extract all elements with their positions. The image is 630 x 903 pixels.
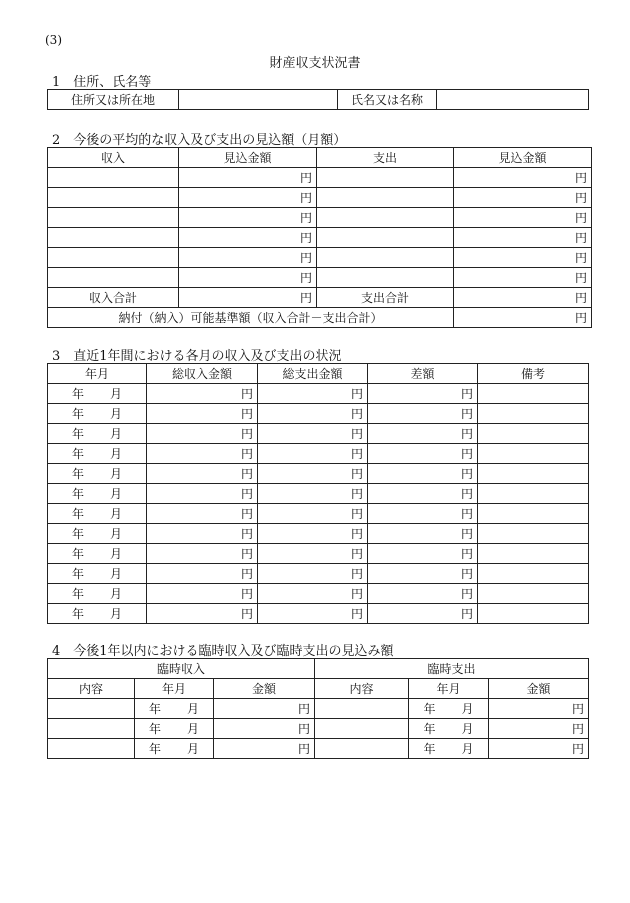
expense-year-month-field[interactable] (409, 699, 489, 719)
month-label: 月 (110, 446, 123, 461)
monthly-row (48, 444, 589, 464)
month-label: 月 (110, 566, 123, 581)
month-label: 月 (110, 486, 123, 501)
remarks-field[interactable] (478, 384, 589, 404)
total-expense-yen[interactable]: 円 (258, 564, 368, 584)
income-item-field[interactable] (48, 268, 179, 288)
year-month-field[interactable] (48, 384, 147, 404)
header-row (48, 364, 589, 384)
estimate-row (48, 188, 592, 208)
total-income-yen[interactable]: 円 (147, 424, 258, 444)
estimate-row (48, 268, 592, 288)
expense-content-field[interactable] (315, 699, 409, 719)
month-label: 月 (461, 741, 474, 756)
year-label: 年 (71, 466, 84, 481)
month-label: 月 (461, 701, 474, 716)
expense-item-field[interactable] (317, 268, 454, 288)
income-amount-yen[interactable]: 円 (179, 248, 317, 268)
expense-total-label: 支出合計 (317, 288, 454, 308)
year-label: 年 (148, 701, 161, 716)
income-amount-yen[interactable]: 円 (179, 188, 317, 208)
section1-title: 1 住所、氏名等 (52, 75, 152, 90)
estimate-row (48, 228, 592, 248)
month-label: 月 (461, 721, 474, 736)
total-income-yen[interactable]: 円 (147, 384, 258, 404)
expense-amount-yen[interactable]: 円 (454, 168, 592, 188)
difference-yen[interactable]: 円 (368, 564, 478, 584)
expense-amount-yen[interactable]: 円 (454, 268, 592, 288)
expense-amount-yen[interactable]: 円 (489, 719, 589, 739)
year-label: 年 (423, 741, 436, 756)
remarks-field[interactable] (478, 544, 589, 564)
total-expense-yen[interactable]: 円 (258, 484, 368, 504)
temporary-table (47, 658, 589, 759)
estimate-row (48, 168, 592, 188)
expense-content-field[interactable] (315, 739, 409, 759)
monthly-row (48, 544, 589, 564)
month-label: 月 (110, 426, 123, 441)
total-expense-yen[interactable]: 円 (258, 584, 368, 604)
income-year-month-field[interactable] (135, 699, 214, 719)
address-field[interactable] (179, 90, 338, 110)
expense-item-field[interactable] (317, 228, 454, 248)
total-expense-yen[interactable]: 円 (258, 424, 368, 444)
header-remarks: 備考 (478, 364, 589, 384)
name-field[interactable] (437, 90, 589, 110)
remarks-field[interactable] (478, 404, 589, 424)
month-label: 月 (110, 506, 123, 521)
header-income: 収入 (48, 148, 179, 168)
income-amount-yen[interactable]: 円 (179, 228, 317, 248)
monthly-row (48, 484, 589, 504)
total-income-yen[interactable]: 円 (147, 464, 258, 484)
month-label: 月 (110, 586, 123, 601)
monthly-row (48, 604, 589, 624)
year-label: 年 (71, 386, 84, 401)
income-total-yen[interactable]: 円 (179, 288, 317, 308)
year-label: 年 (71, 406, 84, 421)
temp-income-header: 臨時収入 (48, 659, 315, 679)
totals-row (48, 288, 592, 308)
total-income-yen[interactable]: 円 (147, 484, 258, 504)
year-month-field[interactable] (48, 484, 147, 504)
monthly-history-table (47, 363, 589, 624)
year-label: 年 (71, 486, 84, 501)
header-expense-amount: 見込金額 (454, 148, 592, 168)
temporary-row (48, 739, 589, 759)
year-label: 年 (71, 586, 84, 601)
income-item-field[interactable] (48, 168, 179, 188)
year-month-field[interactable] (48, 524, 147, 544)
year-month-field[interactable] (48, 464, 147, 484)
difference-yen[interactable]: 円 (368, 384, 478, 404)
total-expense-yen[interactable]: 円 (258, 444, 368, 464)
year-month-field[interactable] (48, 444, 147, 464)
year-month-field[interactable] (48, 504, 147, 524)
total-expense-yen[interactable]: 円 (258, 604, 368, 624)
difference-yen[interactable]: 円 (368, 424, 478, 444)
header-expense: 支出 (317, 148, 454, 168)
month-label: 月 (187, 721, 200, 736)
year-month-field[interactable] (48, 584, 147, 604)
income-content-field[interactable] (48, 739, 135, 759)
address-label: 住所又は所在地 (48, 90, 179, 110)
income-total-label: 収入合計 (48, 288, 179, 308)
sub-header-row (48, 679, 589, 699)
income-amount-yen[interactable]: 円 (214, 739, 315, 759)
monthly-estimate-table (47, 147, 592, 328)
year-label: 年 (71, 566, 84, 581)
income-amount-yen[interactable]: 円 (214, 699, 315, 719)
difference-yen[interactable]: 円 (368, 444, 478, 464)
year-label: 年 (423, 721, 436, 736)
remarks-field[interactable] (478, 464, 589, 484)
remarks-field[interactable] (478, 564, 589, 584)
temp-expense-header: 臨時支出 (315, 659, 589, 679)
monthly-row (48, 584, 589, 604)
total-expense-yen[interactable]: 円 (258, 524, 368, 544)
header-difference: 差額 (368, 364, 478, 384)
year-label: 年 (71, 446, 84, 461)
temporary-row (48, 699, 589, 719)
total-expense-yen[interactable]: 円 (258, 404, 368, 424)
estimate-row (48, 208, 592, 228)
expense-amount-yen[interactable]: 円 (454, 248, 592, 268)
income-year-month-field[interactable] (135, 719, 214, 739)
income-item-field[interactable] (48, 188, 179, 208)
header-total-income: 総収入金額 (147, 364, 258, 384)
header-year-month: 年月 (48, 364, 147, 384)
expense-amount-header: 金額 (489, 679, 589, 699)
total-income-yen[interactable]: 円 (147, 584, 258, 604)
remarks-field[interactable] (478, 504, 589, 524)
expense-year-month-field[interactable] (409, 739, 489, 759)
month-label: 月 (110, 546, 123, 561)
total-income-yen[interactable]: 円 (147, 504, 258, 524)
income-amount-yen[interactable]: 円 (179, 168, 317, 188)
year-label: 年 (71, 526, 84, 541)
expense-amount-yen[interactable]: 円 (454, 228, 592, 248)
expense-amount-yen[interactable]: 円 (454, 188, 592, 208)
total-income-yen[interactable]: 円 (147, 544, 258, 564)
monthly-row (48, 524, 589, 544)
year-label: 年 (148, 741, 161, 756)
difference-yen[interactable]: 円 (368, 464, 478, 484)
expense-item-field[interactable] (317, 208, 454, 228)
income-amount-header: 金額 (214, 679, 315, 699)
monthly-row (48, 424, 589, 444)
income-content-field[interactable] (48, 719, 135, 739)
total-income-yen[interactable]: 円 (147, 444, 258, 464)
remarks-field[interactable] (478, 444, 589, 464)
year-month-field[interactable] (48, 404, 147, 424)
monthly-row (48, 404, 589, 424)
month-label: 月 (110, 406, 123, 421)
total-income-yen[interactable]: 円 (147, 564, 258, 584)
year-label: 年 (71, 426, 84, 441)
year-label: 年 (71, 606, 84, 621)
expense-total-yen[interactable]: 円 (454, 288, 592, 308)
payment-capacity-label: 納付（納入）可能基準額（収入合計－支出合計） (48, 308, 454, 328)
section3-title: 3 直近1年間における各月の収入及び支出の状況 (52, 349, 342, 364)
difference-yen[interactable]: 円 (368, 484, 478, 504)
expense-amount-yen[interactable]: 円 (489, 739, 589, 759)
header-total-expense: 総支出金額 (258, 364, 368, 384)
remarks-field[interactable] (478, 484, 589, 504)
income-amount-yen[interactable]: 円 (214, 719, 315, 739)
expense-item-field[interactable] (317, 188, 454, 208)
group-header-row (48, 659, 589, 679)
address-name-table (47, 89, 589, 110)
month-label: 月 (187, 701, 200, 716)
month-label: 月 (110, 466, 123, 481)
header-income-amount: 見込金額 (179, 148, 317, 168)
year-month-field[interactable] (48, 604, 147, 624)
capacity-row (48, 308, 592, 328)
remarks-field[interactable] (478, 604, 589, 624)
remarks-field[interactable] (478, 584, 589, 604)
expense-amount-yen[interactable]: 円 (454, 208, 592, 228)
total-expense-yen[interactable]: 円 (258, 464, 368, 484)
month-label: 月 (110, 526, 123, 541)
remarks-field[interactable] (478, 524, 589, 544)
year-label: 年 (148, 721, 161, 736)
expense-year-month-field[interactable] (409, 719, 489, 739)
year-month-field[interactable] (48, 544, 147, 564)
header-row (48, 148, 592, 168)
total-income-yen[interactable]: 円 (147, 524, 258, 544)
name-label: 氏名又は名称 (338, 90, 437, 110)
document-title: 財産収支状況書 (269, 56, 361, 71)
remarks-field[interactable] (478, 424, 589, 444)
section2-title: 2 今後の平均的な収入及び支出の見込額（月額） (52, 133, 347, 148)
income-item-field[interactable] (48, 208, 179, 228)
payment-capacity-yen[interactable]: 円 (454, 308, 592, 328)
difference-yen[interactable]: 円 (368, 524, 478, 544)
page-number: (3) (45, 33, 62, 47)
total-expense-yen[interactable]: 円 (258, 544, 368, 564)
difference-yen[interactable]: 円 (368, 604, 478, 624)
difference-yen[interactable]: 円 (368, 404, 478, 424)
expense-amount-yen[interactable]: 円 (489, 699, 589, 719)
year-label: 年 (71, 506, 84, 521)
monthly-row (48, 504, 589, 524)
expense-content-header: 内容 (315, 679, 409, 699)
section4-title: 4 今後1年以内における臨時収入及び臨時支出の見込み額 (52, 644, 394, 659)
income-content-header: 内容 (48, 679, 135, 699)
year-label: 年 (71, 546, 84, 561)
income-item-field[interactable] (48, 248, 179, 268)
month-label: 月 (110, 386, 123, 401)
expense-item-field[interactable] (317, 248, 454, 268)
estimate-row (48, 248, 592, 268)
difference-yen[interactable]: 円 (368, 544, 478, 564)
income-item-field[interactable] (48, 228, 179, 248)
month-label: 月 (110, 606, 123, 621)
income-amount-yen[interactable]: 円 (179, 268, 317, 288)
monthly-row (48, 464, 589, 484)
year-month-field[interactable] (48, 424, 147, 444)
temporary-row (48, 719, 589, 739)
year-month-field[interactable] (48, 564, 147, 584)
expense-item-field[interactable] (317, 168, 454, 188)
year-label: 年 (423, 701, 436, 716)
income-year-month-field[interactable] (135, 739, 214, 759)
total-income-yen[interactable]: 円 (147, 404, 258, 424)
income-amount-yen[interactable]: 円 (179, 208, 317, 228)
income-content-field[interactable] (48, 699, 135, 719)
total-income-yen[interactable]: 円 (147, 604, 258, 624)
expense-ym-header: 年月 (409, 679, 489, 699)
income-ym-header: 年月 (135, 679, 214, 699)
month-label: 月 (187, 741, 200, 756)
difference-yen[interactable]: 円 (368, 504, 478, 524)
monthly-row (48, 384, 589, 404)
total-expense-yen[interactable]: 円 (258, 504, 368, 524)
total-expense-yen[interactable]: 円 (258, 384, 368, 404)
monthly-row (48, 564, 589, 584)
expense-content-field[interactable] (315, 719, 409, 739)
difference-yen[interactable]: 円 (368, 584, 478, 604)
